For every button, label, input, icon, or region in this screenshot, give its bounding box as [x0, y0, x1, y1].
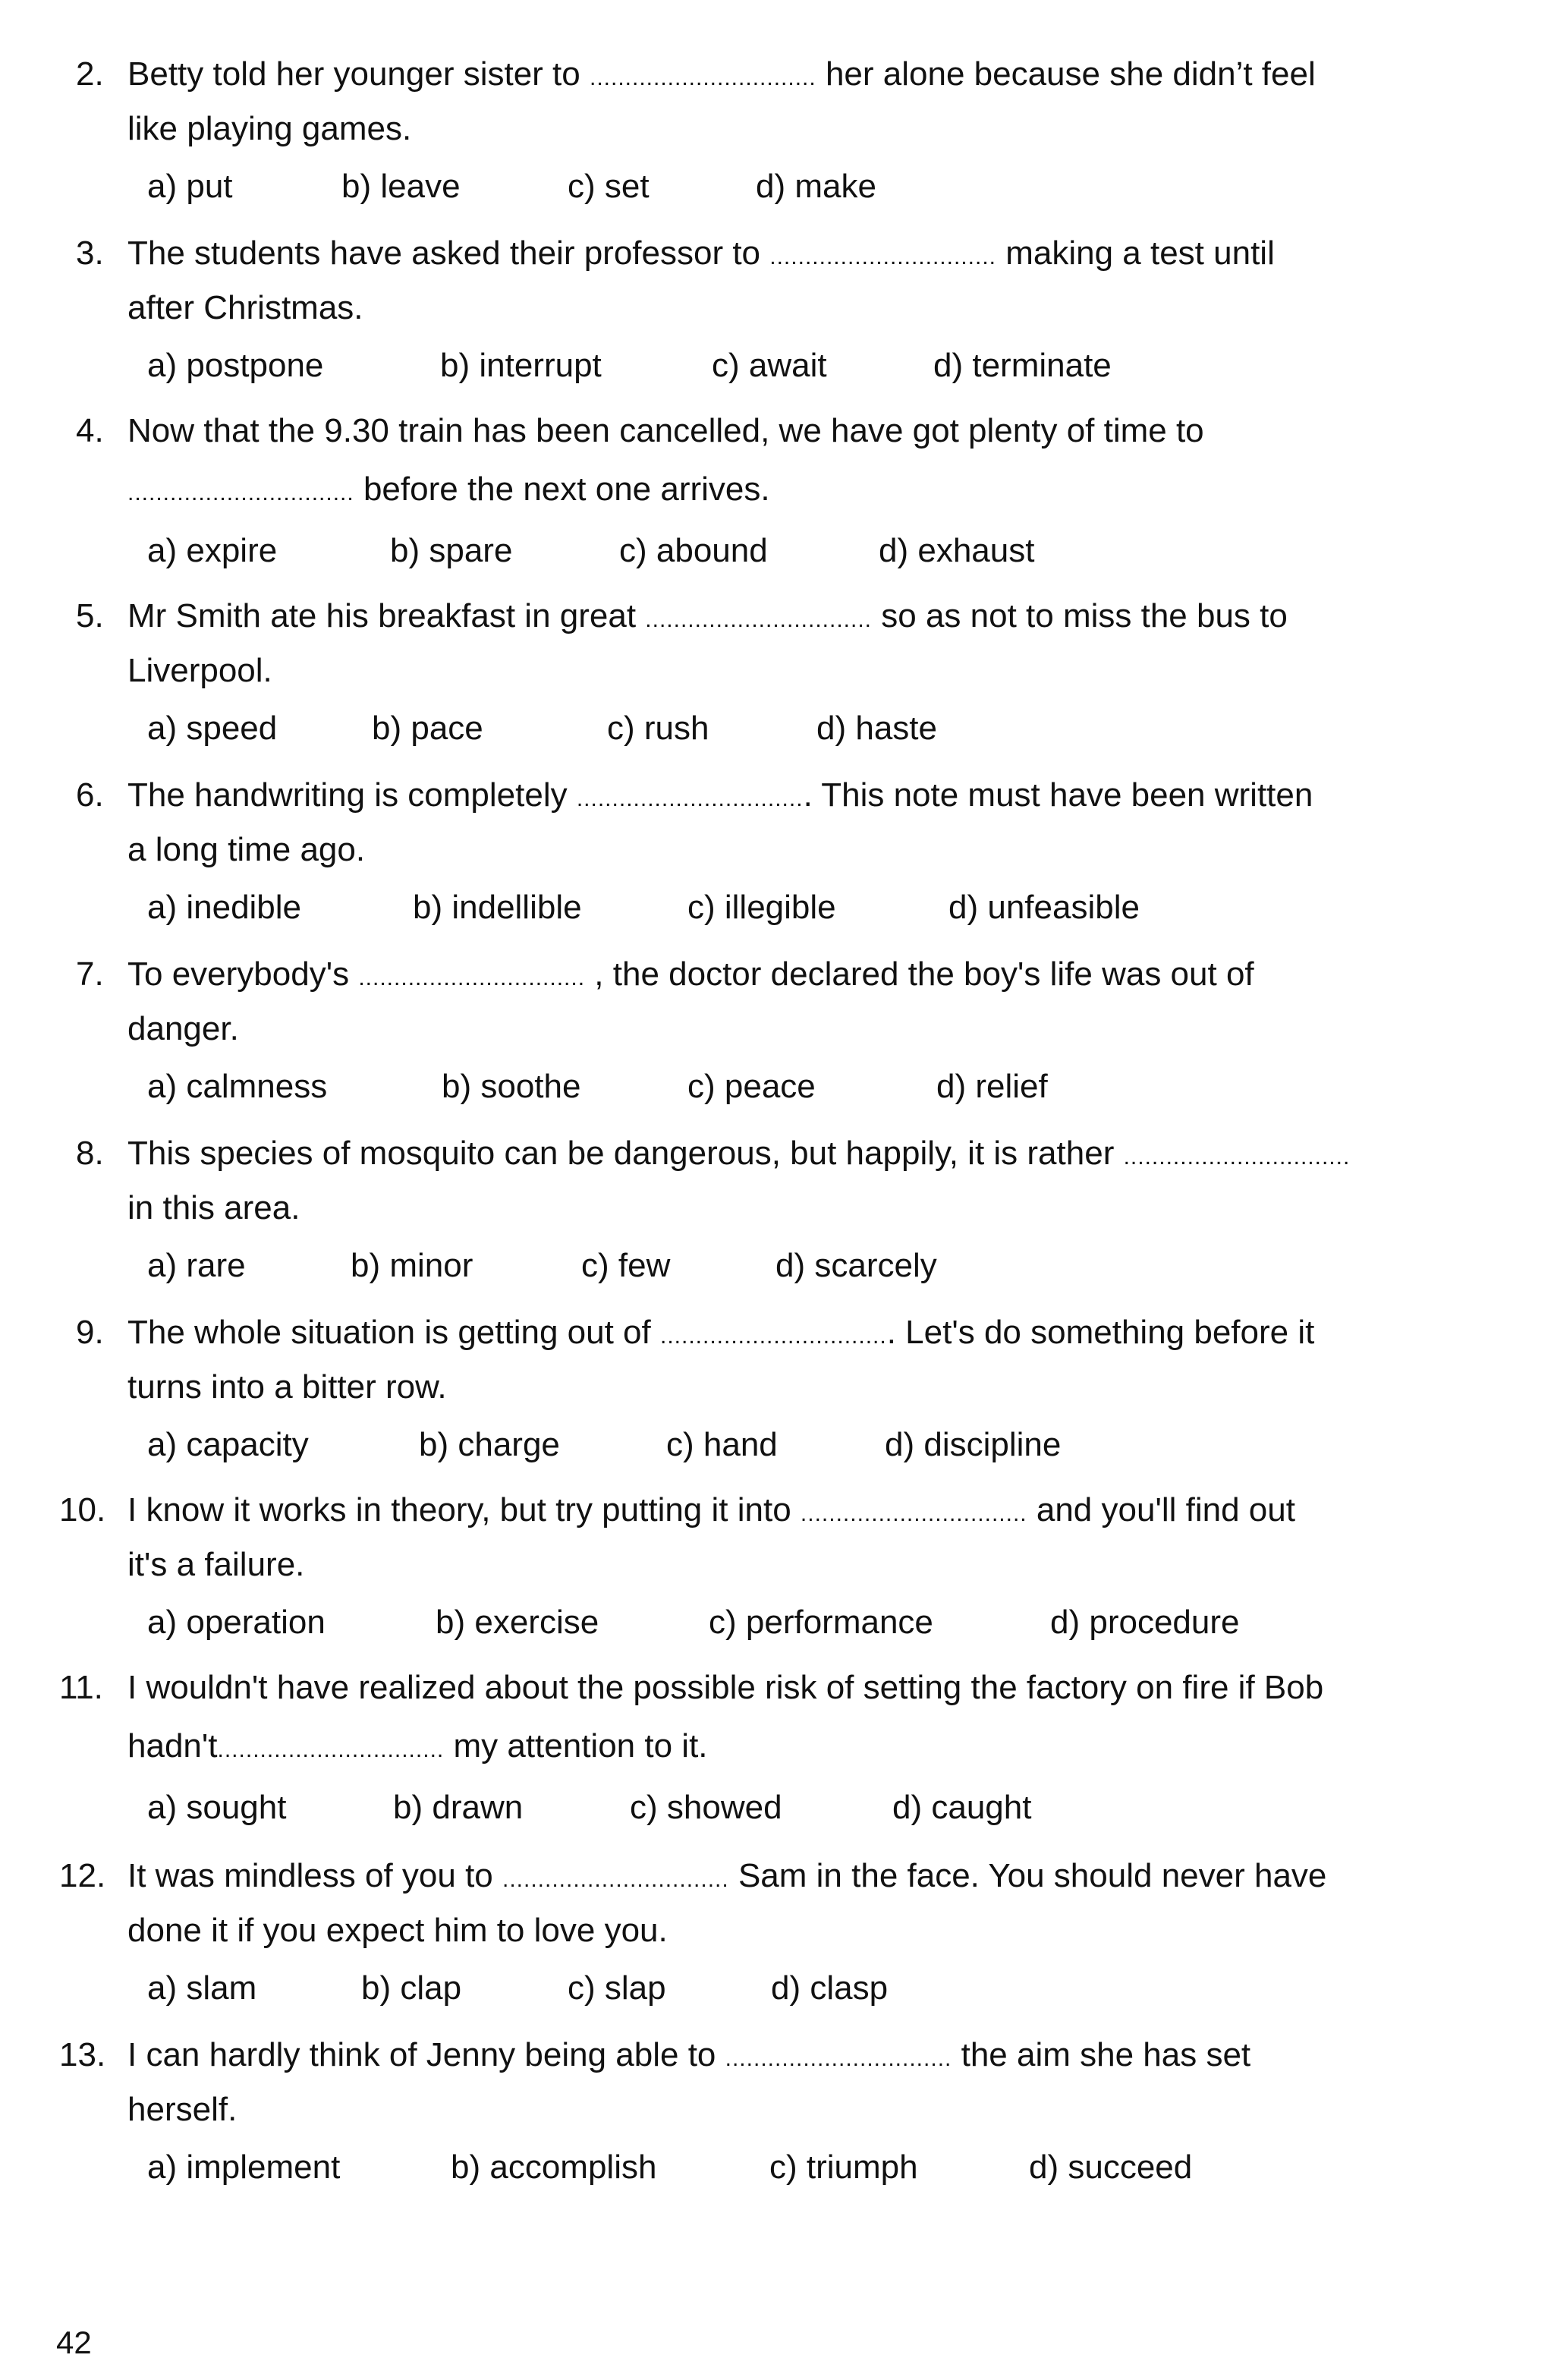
option-c[interactable]: c) showed — [630, 1789, 782, 1826]
question-3-line-2 — [76, 281, 1502, 335]
question-8 — [76, 1126, 1502, 1296]
question-8-line-1 — [76, 1126, 1502, 1181]
question-text: Sam in the face. You should never have — [738, 1857, 1327, 1894]
option-d[interactable]: d) unfeasible — [948, 889, 1140, 926]
question-number: 3. — [76, 235, 104, 272]
question-text: The students have asked their professor to — [127, 235, 761, 272]
option-b[interactable]: b) soothe — [442, 1068, 581, 1105]
question-9-line-1 — [76, 1305, 1502, 1360]
option-a[interactable]: a) rare — [147, 1247, 246, 1284]
question-text: hadn't — [127, 1727, 218, 1765]
option-d[interactable]: d) haste — [816, 710, 937, 747]
option-d[interactable]: d) discipline — [885, 1426, 1062, 1463]
option-a[interactable]: a) expire — [147, 532, 278, 569]
option-a[interactable]: a) sought — [147, 1789, 287, 1826]
question-number: 2. — [76, 55, 104, 93]
option-c[interactable]: c) illegible — [687, 889, 836, 926]
question-text: Mr Smith ate his breakfast in great — [127, 597, 637, 634]
question-text: after Christmas. — [127, 289, 363, 326]
question-text: The handwriting is completely — [127, 776, 568, 814]
question-text: , the doctor declared the boy's life was out of — [594, 955, 1254, 993]
question-11-line-1 — [59, 1661, 1502, 1715]
question-text: This species of mosquito can be dangerous, but happily, it is rather — [127, 1135, 1115, 1172]
question-number: 12. — [59, 1857, 106, 1894]
question-text: her alone because she didn’t feel — [825, 55, 1316, 93]
option-d[interactable]: d) clasp — [771, 1969, 889, 2007]
answer-blank[interactable]: ................................ — [769, 244, 996, 269]
question-text: my attention to it. — [453, 1727, 708, 1765]
option-d[interactable]: d) make — [756, 168, 876, 205]
question-8-options — [76, 1236, 1502, 1296]
question-6-line-1 — [76, 768, 1502, 823]
question-11-options — [76, 1777, 1502, 1838]
question-4-line-1 — [76, 404, 1502, 458]
question-number: 13. — [59, 2036, 106, 2073]
option-c[interactable]: c) triumph — [769, 2149, 918, 2186]
question-9 — [76, 1305, 1502, 1475]
question-8-line-2 — [76, 1181, 1502, 1236]
option-b[interactable]: b) interrupt — [440, 347, 602, 384]
option-c[interactable]: c) peace — [687, 1068, 816, 1105]
question-text: I know it works in theory, but try putting it into — [127, 1491, 791, 1528]
question-5 — [76, 589, 1502, 759]
question-number: 5. — [76, 597, 104, 634]
question-13-options — [76, 2137, 1502, 2198]
answer-blank[interactable]: ................................ — [589, 65, 816, 90]
option-a[interactable]: a) slam — [147, 1969, 257, 2007]
question-4-options — [76, 521, 1502, 581]
question-number: 9. — [76, 1314, 104, 1351]
question-5-line-2 — [76, 644, 1502, 698]
question-text: like playing games. — [127, 110, 412, 147]
answer-blank[interactable]: ................................ — [576, 786, 804, 811]
question-text: it's a failure. — [127, 1546, 305, 1583]
question-13-line-2 — [76, 2082, 1502, 2137]
question-text: The whole situation is getting out of — [127, 1314, 651, 1351]
option-b[interactable]: b) pace — [372, 710, 483, 747]
option-c[interactable]: c) set — [568, 168, 650, 205]
question-13 — [59, 2028, 1502, 2198]
question-9-line-2 — [76, 1360, 1502, 1415]
option-d[interactable]: d) terminate — [933, 347, 1112, 384]
question-number: 7. — [76, 955, 104, 993]
option-a[interactable]: a) operation — [147, 1604, 326, 1641]
question-text: the aim she has set — [961, 2036, 1251, 2073]
answer-blank[interactable]: ................................ — [660, 1324, 887, 1349]
question-text: danger. — [127, 1010, 239, 1047]
question-text: . This note must have been written — [803, 776, 1313, 814]
option-d[interactable]: d) exhaust — [879, 532, 1035, 569]
question-text: To everybody's — [127, 955, 350, 993]
option-c[interactable]: c) few — [581, 1247, 671, 1284]
option-a[interactable]: a) implement — [147, 2149, 341, 2186]
question-text: so as not to miss the bus to — [881, 597, 1288, 634]
question-7 — [76, 947, 1502, 1117]
option-d[interactable]: d) relief — [936, 1068, 1048, 1105]
option-a[interactable]: a) put — [147, 168, 233, 205]
question-text: . Let's do something before it — [886, 1314, 1315, 1351]
question-text: and you'll find out — [1036, 1491, 1295, 1528]
question-3-line-1 — [76, 226, 1502, 281]
question-number: 8. — [76, 1135, 104, 1172]
question-5-line-1 — [76, 589, 1502, 644]
question-12-line-2 — [76, 1903, 1502, 1958]
question-10-options — [76, 1592, 1502, 1653]
option-c[interactable]: c) slap — [568, 1969, 666, 2007]
question-6 — [76, 768, 1502, 938]
question-text: turns into a bitter row. — [127, 1368, 447, 1406]
option-b[interactable]: b) spare — [390, 532, 513, 569]
question-2-line-1 — [76, 47, 1502, 102]
option-b[interactable]: b) exercise — [436, 1604, 599, 1641]
question-11 — [59, 1661, 1502, 1838]
question-text: making a test until — [1005, 235, 1275, 272]
question-text: It was mindless of you to — [127, 1857, 493, 1894]
question-text: a long time ago. — [127, 831, 366, 868]
question-text: done it if you expect him to love you. — [127, 1912, 668, 1949]
answer-blank[interactable]: ................................ — [645, 607, 873, 632]
option-b[interactable]: b) indellible — [413, 889, 582, 926]
option-c[interactable]: c) rush — [607, 710, 709, 747]
option-a[interactable]: a) speed — [147, 710, 278, 747]
question-7-line-2 — [76, 1002, 1502, 1056]
option-d[interactable]: d) scarcely — [775, 1247, 937, 1284]
option-a[interactable]: a) inedible — [147, 889, 302, 926]
option-b[interactable]: b) charge — [419, 1426, 560, 1463]
question-2-line-2 — [76, 102, 1502, 156]
question-5-options — [76, 698, 1502, 759]
answer-blank[interactable]: ................................ — [358, 965, 586, 990]
answer-blank[interactable]: ................................ — [1123, 1144, 1351, 1170]
question-2-options — [76, 156, 1502, 217]
page-number: 42 — [56, 2325, 92, 2360]
option-d[interactable]: d) procedure — [1050, 1604, 1240, 1641]
question-7-options — [76, 1056, 1502, 1117]
question-13-line-1 — [59, 2028, 1502, 2082]
question-4-line-2 — [76, 458, 1502, 521]
question-6-options — [76, 877, 1502, 938]
question-number: 4. — [76, 412, 104, 449]
question-6-line-2 — [76, 823, 1502, 877]
option-c[interactable]: c) performance — [709, 1604, 933, 1641]
option-a[interactable]: a) capacity — [147, 1426, 309, 1463]
question-number: 10. — [59, 1491, 106, 1528]
question-text: Now that the 9.30 train has been cancelled, we have got plenty of time to — [127, 412, 1204, 449]
question-3 — [76, 226, 1502, 396]
question-7-line-1 — [76, 947, 1502, 1002]
option-d[interactable]: d) succeed — [1029, 2149, 1193, 2186]
question-10 — [59, 1483, 1502, 1653]
question-12 — [59, 1849, 1502, 2019]
option-c[interactable]: c) await — [712, 347, 827, 384]
option-b[interactable]: b) drawn — [393, 1789, 524, 1826]
question-number: 11. — [59, 1669, 103, 1706]
question-text: Liverpool. — [127, 652, 272, 689]
question-text: I can hardly think of Jenny being able to — [127, 2036, 716, 2073]
option-b[interactable]: b) minor — [351, 1247, 473, 1284]
answer-blank[interactable]: ................................ — [217, 1737, 445, 1762]
question-3-options — [76, 335, 1502, 396]
option-c[interactable]: c) abound — [619, 532, 768, 569]
question-number: 6. — [76, 776, 104, 814]
question-text: before the next one arrives. — [363, 471, 770, 508]
option-b[interactable]: b) accomplish — [451, 2149, 657, 2186]
question-text: herself. — [127, 2091, 238, 2128]
option-b[interactable]: b) clap — [361, 1969, 462, 2007]
question-2 — [76, 47, 1502, 217]
answer-blank[interactable]: ................................ — [725, 2046, 952, 2071]
option-c[interactable]: c) hand — [666, 1426, 778, 1463]
question-text: in this area. — [127, 1189, 300, 1226]
question-12-line-1 — [59, 1849, 1502, 1903]
option-b[interactable]: b) leave — [341, 168, 461, 205]
question-text: Betty told her younger sister to — [127, 55, 580, 93]
question-11-line-2 — [76, 1715, 1502, 1777]
option-d[interactable]: d) caught — [892, 1789, 1032, 1826]
answer-blank[interactable]: ................................ — [800, 1501, 1027, 1526]
option-a[interactable]: a) postpone — [147, 347, 324, 384]
option-a[interactable]: a) calmness — [147, 1068, 328, 1105]
question-10-line-2 — [76, 1538, 1502, 1592]
question-12-options — [76, 1958, 1502, 2019]
question-9-options — [76, 1415, 1502, 1475]
answer-blank[interactable]: ................................ — [127, 480, 354, 505]
question-4 — [76, 404, 1502, 581]
question-10-line-1 — [59, 1483, 1502, 1538]
question-text: I wouldn't have realized about the possible risk of setting the factory on fire if Bob — [127, 1669, 1324, 1706]
answer-blank[interactable]: ................................ — [502, 1867, 729, 1892]
